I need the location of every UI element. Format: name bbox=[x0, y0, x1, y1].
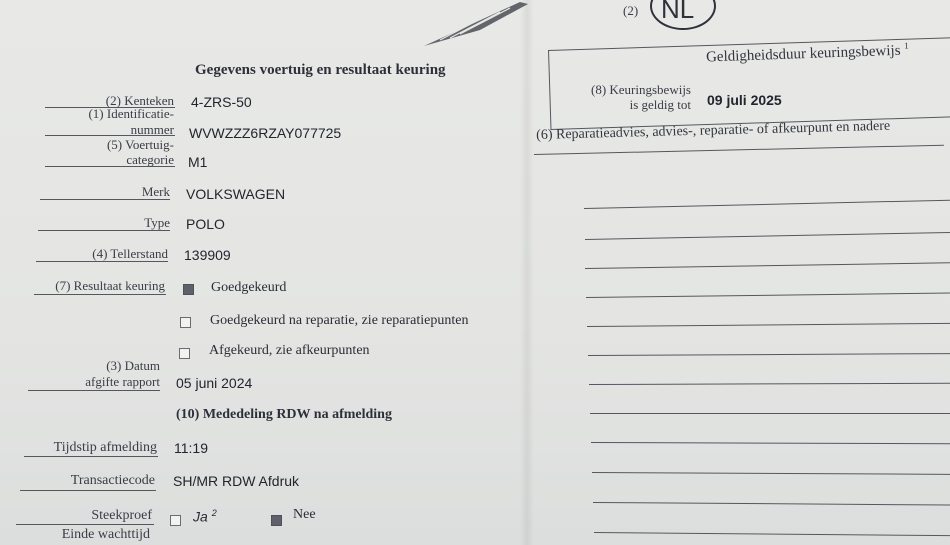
resultaat-afgekeurd-label: Afgekeurd, zie afkeurpunten bbox=[209, 343, 370, 358]
kenteken-value: 4-ZRS-50 bbox=[191, 94, 252, 110]
tellerstand-label: (4) Tellerstand bbox=[92, 246, 168, 261]
nl-code: NL bbox=[661, 0, 695, 24]
datum-label-1: (3) Datum bbox=[106, 358, 160, 373]
resultaat-afgekeurd-checkbox[interactable] bbox=[179, 348, 190, 359]
steekproef-label: Steekproef bbox=[91, 508, 152, 523]
page-fold bbox=[520, 0, 534, 545]
advies-line bbox=[588, 353, 950, 356]
ident-value: WVWZZZ6RZAY077725 bbox=[189, 125, 342, 141]
categorie-label-1: (5) Voertuig- bbox=[106, 137, 174, 152]
geldigheid-label-2: is geldig tot bbox=[629, 97, 691, 112]
steekproef-nee-checkbox[interactable] bbox=[271, 515, 282, 526]
nl-label: (2) bbox=[623, 3, 639, 18]
advies-label: (6) Reparatieadvies, advies-, reparatie- of afkeurpunt en nadere bbox=[536, 118, 891, 143]
kenteken-label: (2) Kenteken bbox=[105, 93, 174, 108]
advies-line bbox=[593, 502, 950, 505]
steekproef-ja-checkbox[interactable] bbox=[170, 515, 181, 526]
geldigheid-title-sup: 1 bbox=[903, 40, 909, 51]
resultaat-goedgekeurd-label: Goedgekeurd bbox=[211, 280, 287, 295]
divider bbox=[34, 294, 166, 295]
tijdstip-value: 11:19 bbox=[174, 440, 208, 456]
categorie-value: M1 bbox=[188, 154, 208, 170]
datum-label-2: afgifte rapport bbox=[85, 374, 160, 389]
advies-line bbox=[587, 323, 950, 327]
resultaat-reparatie-label: Goedgekeurd na reparatie, zie reparatiepunten bbox=[210, 313, 469, 328]
advies-line bbox=[591, 442, 950, 444]
geldigheid-value: 09 juli 2025 bbox=[707, 92, 782, 108]
advies-line bbox=[584, 200, 950, 209]
geldigheid-title-text: Geldigheidsduur keuringsbewijs bbox=[705, 42, 901, 66]
advies-line bbox=[585, 232, 950, 240]
advies-line bbox=[592, 472, 950, 475]
divider bbox=[16, 524, 154, 525]
ident-label-2: nummer bbox=[130, 122, 174, 137]
tellerstand-value: 139909 bbox=[184, 247, 231, 263]
type-label: Type bbox=[144, 215, 170, 230]
geldigheid-label-1: (8) Keuringsbewijs bbox=[590, 82, 691, 97]
divider bbox=[20, 490, 156, 491]
datum-value: 05 juni 2024 bbox=[176, 375, 253, 391]
resultaat-goedgekeurd-checkbox[interactable] bbox=[183, 284, 194, 295]
resultaat-label: (7) Resultaat keuring bbox=[55, 278, 165, 293]
merk-label: Merk bbox=[141, 184, 170, 199]
divider bbox=[534, 145, 944, 155]
ident-label-1: (1) Identificatie- bbox=[88, 106, 174, 121]
tijdstip-label: Tijdstip afmelding bbox=[53, 440, 157, 455]
type-value: POLO bbox=[186, 216, 225, 232]
divider bbox=[24, 456, 158, 457]
advies-line bbox=[589, 383, 950, 385]
advies-line bbox=[590, 413, 950, 414]
mededeling-title: (10) Mededeling RDW na afmelding bbox=[176, 407, 392, 422]
transactie-value: SH/MR RDW Afdruk bbox=[173, 473, 300, 489]
steekproef-ja-text: Ja bbox=[193, 508, 208, 525]
feather-watermark-icon bbox=[420, 0, 530, 50]
section-title: Gegevens voertuig en resultaat keuring bbox=[195, 62, 446, 78]
advies-line bbox=[594, 532, 950, 536]
steekproef-ja-sup: 2 bbox=[211, 508, 217, 518]
categorie-label-2: categorie bbox=[126, 152, 174, 167]
divider bbox=[28, 390, 160, 391]
wachttijd-label: Einde wachttijd bbox=[61, 527, 150, 542]
steekproef-ja-label bbox=[193, 508, 217, 525]
transactie-label: Transactiecode bbox=[70, 473, 155, 488]
merk-value: VOLKSWAGEN bbox=[186, 186, 286, 202]
steekproef-nee-label: Nee bbox=[293, 507, 316, 522]
advies-line bbox=[586, 293, 950, 298]
resultaat-reparatie-checkbox[interactable] bbox=[180, 317, 191, 328]
advies-line bbox=[585, 262, 950, 269]
